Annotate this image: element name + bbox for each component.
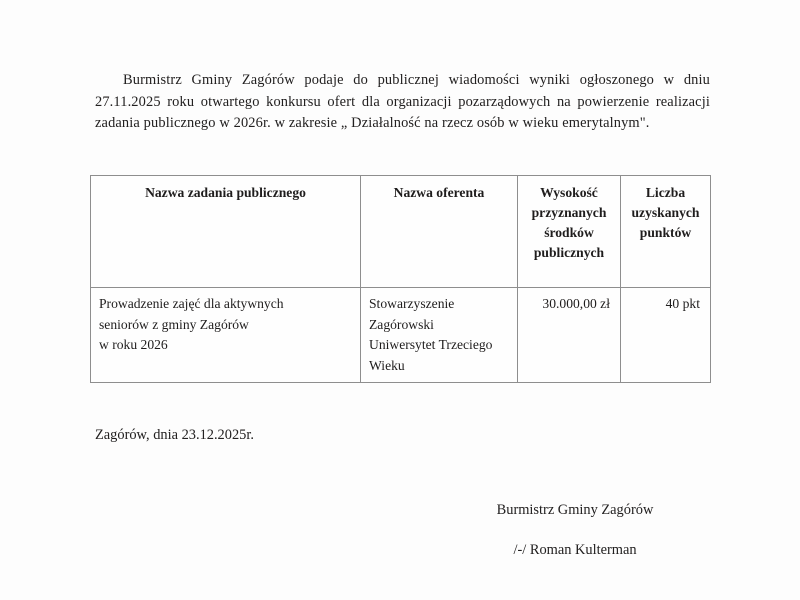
table-body	[91, 288, 711, 383]
column-header-amount: Wysokość przyznanych środków publicznych	[518, 176, 621, 288]
competition-results-table	[90, 175, 711, 383]
intro-paragraph: Burmistrz Gminy Zagórów podaje do publicznej wiadomości wyniki ogłoszonego w dniu 27.11.2025 roku otwartego konkursu ofert dla organizacji pozarządowych na powierzenie realizacji zadania publicznego w 2026r. w zakresie „ Działalność na rzecz osób w wieku emerytalnym".	[95, 72, 710, 132]
table-row	[91, 288, 711, 383]
column-header-points: Liczba uzyskanych punktów	[621, 176, 711, 288]
table-header	[91, 176, 711, 288]
signature-name: /-/ Roman Kulterman	[513, 542, 637, 558]
cell-amount: 30.000,00 zł	[518, 288, 621, 383]
cell-offeror	[361, 288, 518, 383]
cell-offeror-line: Stowarzyszenie	[369, 296, 455, 311]
cell-offeror-line: Uniwersytet Trzeciego	[369, 337, 493, 352]
column-header-offeror: Nazwa oferenta	[361, 176, 518, 288]
signature-block	[430, 500, 720, 560]
cell-task	[91, 288, 361, 383]
cell-offeror-line: Zagórowski	[369, 316, 434, 332]
cell-task-line: w roku 2026	[99, 337, 168, 352]
signature-role: Burmistrz Gminy Zagórów	[496, 502, 654, 518]
cell-points: 40 pkt	[621, 288, 711, 383]
column-header-task: Nazwa zadania publicznego	[91, 176, 361, 288]
cell-task-line: seniorów z gminy Zagórów	[99, 316, 249, 332]
cell-task-line: Prowadzenie zajęć dla aktywnych	[99, 296, 284, 311]
place-and-date: Zagórów, dnia 23.12.2025r.	[95, 427, 254, 443]
cell-offeror-line: Wieku	[369, 357, 405, 373]
table-header-row	[91, 176, 711, 288]
